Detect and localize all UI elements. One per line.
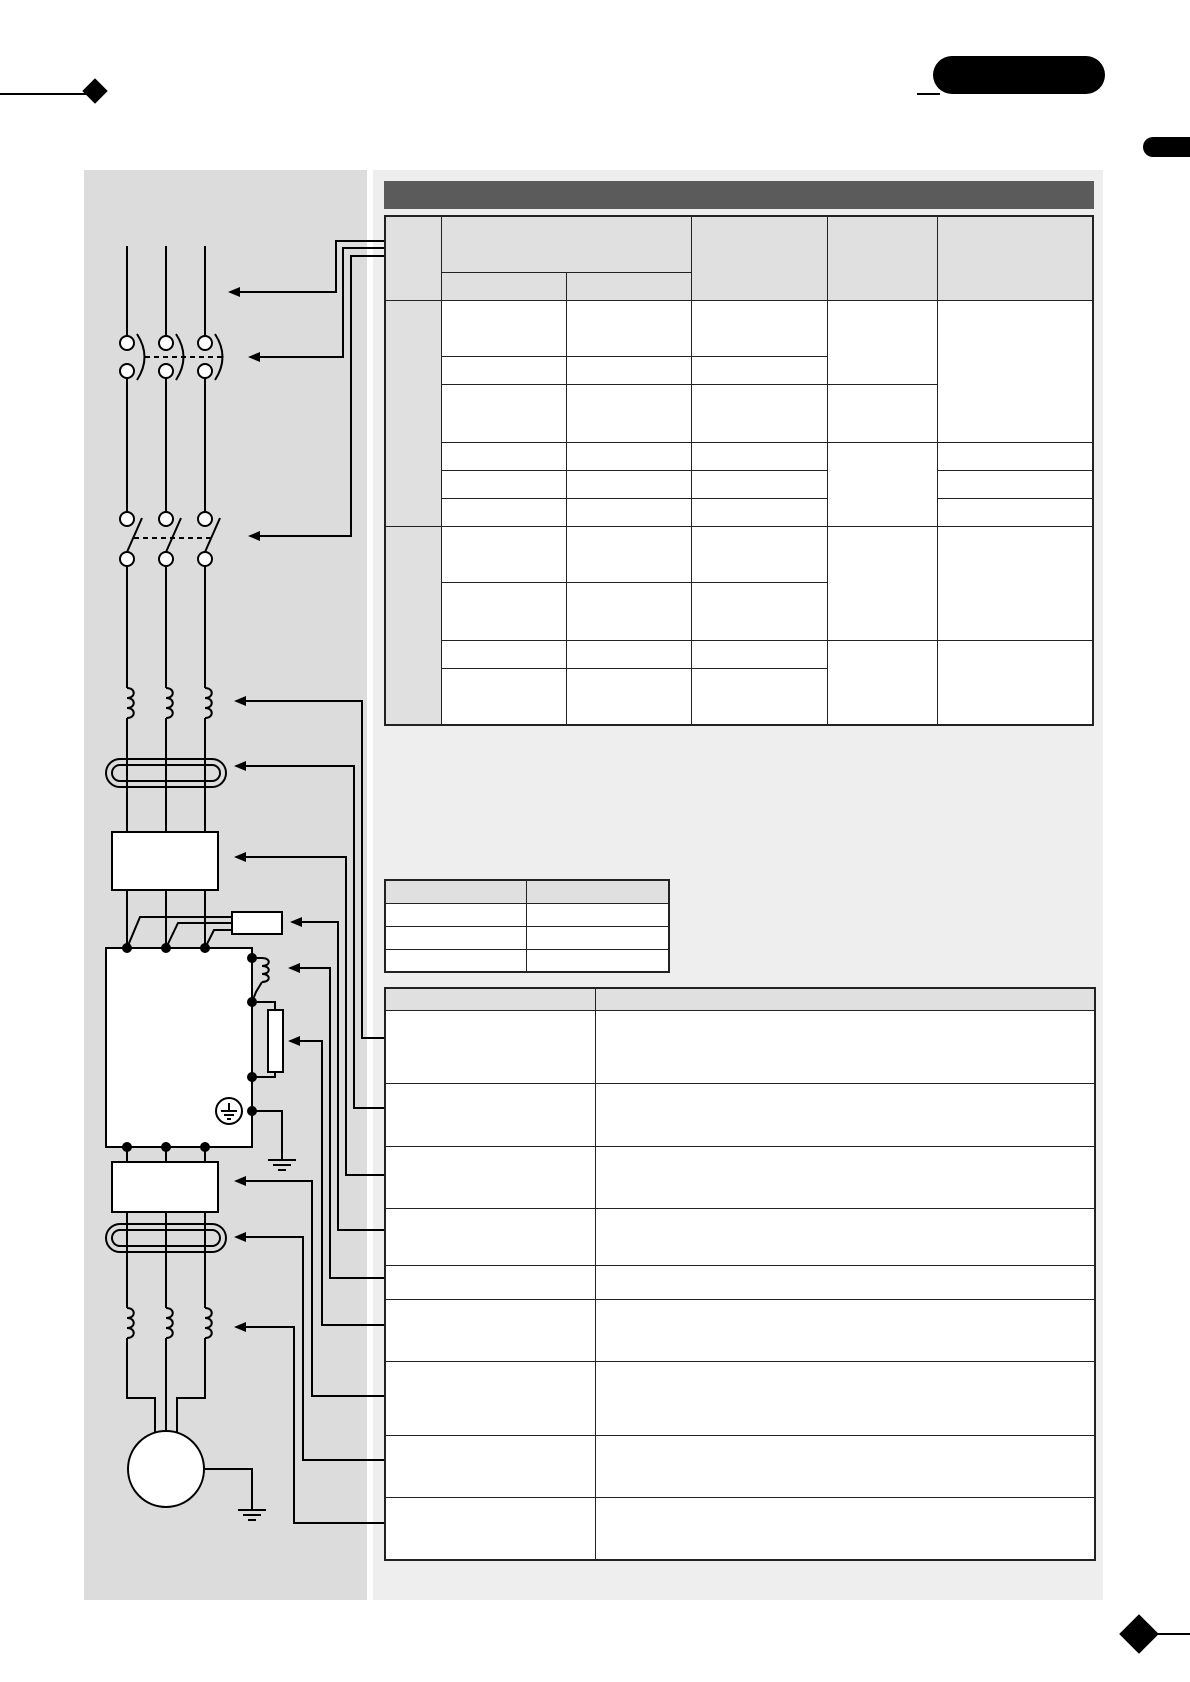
spec-cell — [566, 384, 691, 442]
desc-item-cell — [385, 1300, 595, 1362]
desc-text-cell — [595, 1436, 1095, 1498]
desc-header-cell — [595, 988, 1095, 1010]
desc-item-cell — [385, 1265, 595, 1299]
spec-cell — [566, 442, 691, 470]
desc-item-cell — [385, 1362, 595, 1436]
desc-text-cell — [595, 1083, 1095, 1146]
small-cell — [526, 903, 669, 926]
spec-table — [384, 215, 1094, 726]
desc-item-cell — [385, 1146, 595, 1208]
spec-cell — [441, 669, 566, 725]
spec-cell — [441, 442, 566, 470]
spec-group-cell — [385, 527, 441, 725]
desc-item-cell — [385, 1436, 595, 1498]
spec-cell — [691, 470, 827, 498]
desc-text-cell — [595, 1300, 1095, 1362]
desc-text-cell — [595, 1010, 1095, 1083]
spec-header-cell — [827, 216, 937, 300]
desc-item-cell — [385, 1010, 595, 1083]
desc-text-cell — [595, 1498, 1095, 1560]
desc-text-cell — [595, 1208, 1095, 1265]
spec-table-title-bar — [384, 181, 1094, 209]
spec-cell — [566, 470, 691, 498]
small-header-cell — [385, 880, 526, 903]
spec-cell — [441, 583, 566, 641]
small-cell — [526, 949, 669, 972]
spec-cell — [441, 300, 566, 356]
spec-cell — [691, 356, 827, 384]
spec-cell — [827, 442, 937, 526]
chapter-tab — [1143, 137, 1190, 157]
small-cell — [385, 926, 526, 949]
small-header-cell — [526, 880, 669, 903]
small-cell — [385, 949, 526, 972]
spec-cell — [441, 641, 566, 669]
spec-cell — [566, 499, 691, 527]
spec-cell — [691, 669, 827, 725]
spec-cell — [691, 499, 827, 527]
spec-cell — [691, 527, 827, 583]
spec-cell — [441, 384, 566, 442]
spec-cell — [937, 442, 1093, 470]
spec-cell — [566, 300, 691, 356]
spec-header-cell — [441, 216, 691, 272]
spec-header-cell — [566, 272, 691, 300]
small-cell — [526, 926, 669, 949]
desc-item-cell — [385, 1208, 595, 1265]
spec-cell — [691, 641, 827, 669]
spec-cell — [566, 356, 691, 384]
spec-cell — [937, 499, 1093, 527]
spec-header-cell — [937, 216, 1093, 300]
desc-text-cell — [595, 1146, 1095, 1208]
spec-cell — [691, 442, 827, 470]
spec-cell — [566, 641, 691, 669]
spec-cell — [827, 527, 937, 641]
spec-cell — [441, 499, 566, 527]
spec-cell — [937, 470, 1093, 498]
page-number-badge — [933, 56, 1105, 94]
spec-group-cell — [385, 300, 441, 526]
spec-header-cell — [385, 216, 441, 300]
desc-item-cell — [385, 1498, 595, 1560]
spec-cell — [441, 356, 566, 384]
spec-cell — [827, 641, 937, 725]
wiring-diagram-panel — [84, 170, 367, 1600]
description-table — [384, 987, 1096, 1561]
spec-cell — [937, 641, 1093, 725]
small-cell — [385, 903, 526, 926]
desc-text-cell — [595, 1265, 1095, 1299]
spec-cell — [566, 583, 691, 641]
desc-text-cell — [595, 1362, 1095, 1436]
spec-cell — [691, 583, 827, 641]
spec-cell — [441, 470, 566, 498]
spec-header-cell — [441, 272, 566, 300]
spec-cell — [827, 300, 937, 384]
spec-header-cell — [691, 216, 827, 300]
spec-cell — [566, 527, 691, 583]
desc-header-cell — [385, 988, 595, 1010]
spec-cell — [691, 384, 827, 442]
spec-cell — [827, 384, 937, 442]
spec-cell — [937, 300, 1093, 442]
spec-cell — [937, 527, 1093, 641]
spec-cell — [566, 669, 691, 725]
small-table — [384, 879, 670, 973]
spec-cell — [691, 300, 827, 356]
spec-cell — [441, 527, 566, 583]
desc-item-cell — [385, 1083, 595, 1146]
